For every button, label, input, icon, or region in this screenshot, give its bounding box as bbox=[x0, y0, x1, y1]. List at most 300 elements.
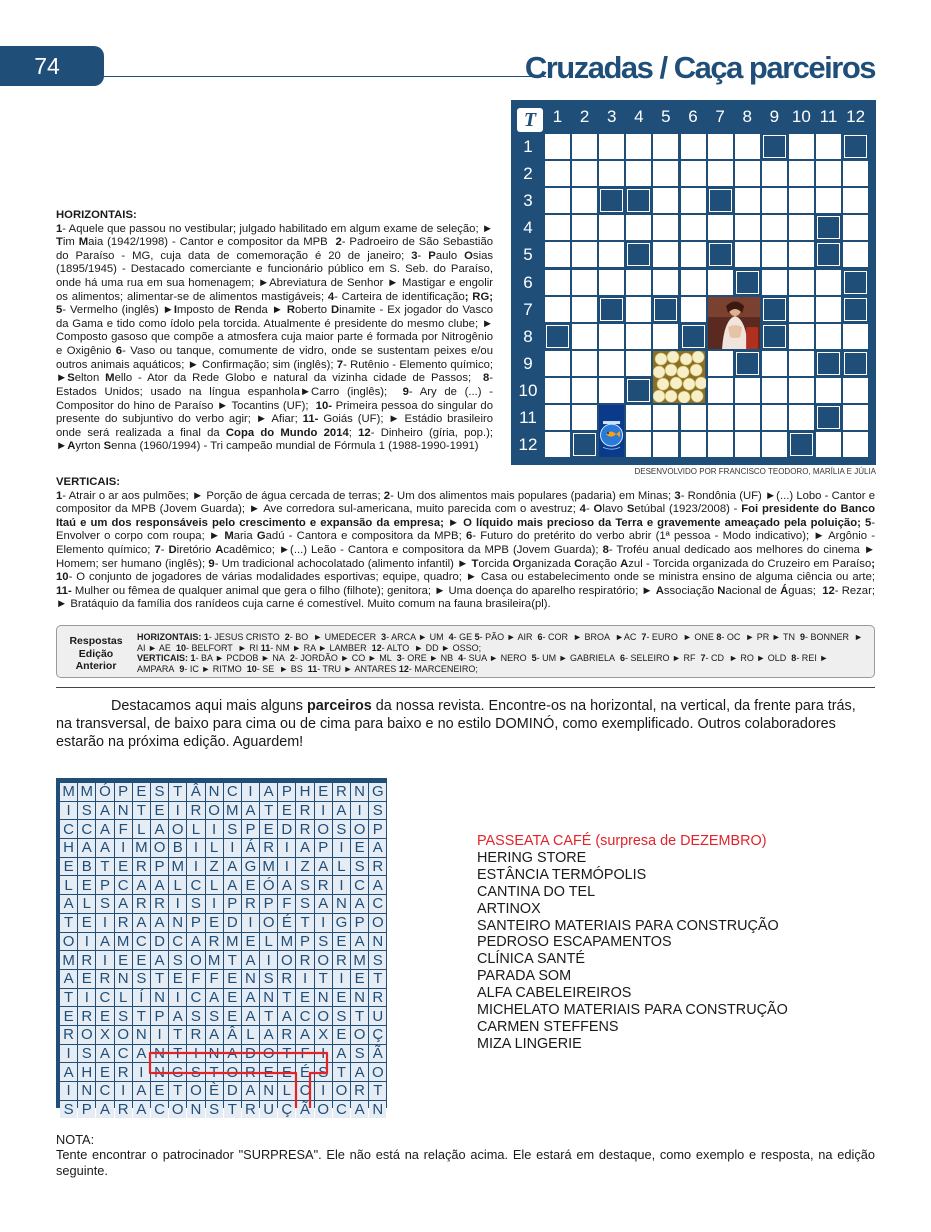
word-search-letter[interactable]: A bbox=[369, 876, 386, 894]
crossword-cell[interactable] bbox=[572, 161, 597, 186]
word-search-letter[interactable]: T bbox=[315, 970, 332, 988]
word-search-letter[interactable]: L bbox=[133, 820, 150, 838]
word-search-letter[interactable]: S bbox=[315, 1063, 332, 1081]
crossword-cell[interactable] bbox=[545, 405, 570, 430]
word-search-letter[interactable]: A bbox=[96, 802, 113, 820]
word-search-letter[interactable]: E bbox=[96, 1063, 113, 1081]
word-search-letter[interactable]: M bbox=[133, 839, 150, 857]
word-search-letter[interactable]: E bbox=[78, 876, 95, 894]
word-search-letter[interactable]: S bbox=[315, 933, 332, 951]
word-search-letter[interactable]: X bbox=[315, 1026, 332, 1044]
word-search-letter[interactable]: Í bbox=[133, 989, 150, 1007]
word-search-letter[interactable]: A bbox=[333, 1045, 350, 1063]
word-search-letter[interactable]: A bbox=[133, 1101, 150, 1118]
word-search-letter[interactable]: I bbox=[351, 802, 368, 820]
word-search-letter[interactable]: L bbox=[187, 820, 204, 838]
word-search-letter[interactable]: C bbox=[115, 876, 132, 894]
crossword-cell[interactable] bbox=[572, 215, 597, 240]
word-search-letter[interactable]: D bbox=[224, 914, 241, 932]
crossword-cell[interactable] bbox=[816, 161, 841, 186]
word-search-letter[interactable]: E bbox=[315, 783, 332, 801]
word-search-letter[interactable]: F bbox=[187, 970, 204, 988]
word-search-letter[interactable]: T bbox=[224, 951, 241, 969]
word-search-letter[interactable]: T bbox=[169, 783, 186, 801]
word-search-letter[interactable]: I bbox=[296, 970, 313, 988]
word-search-letter[interactable]: T bbox=[169, 1026, 186, 1044]
crossword-cell[interactable] bbox=[545, 188, 570, 213]
word-search-letter[interactable]: E bbox=[278, 1063, 295, 1081]
word-search-letter[interactable]: Ç bbox=[278, 1101, 295, 1118]
word-search-letter[interactable]: N bbox=[115, 970, 132, 988]
word-search-letter[interactable]: E bbox=[151, 802, 168, 820]
word-search-letter[interactable]: A bbox=[242, 1007, 259, 1025]
word-search-letter[interactable]: A bbox=[96, 820, 113, 838]
word-search-letter[interactable]: I bbox=[169, 989, 186, 1007]
word-search-letter[interactable]: T bbox=[60, 989, 77, 1007]
word-search-letter[interactable]: I bbox=[315, 802, 332, 820]
word-search-letter[interactable]: Ó bbox=[260, 876, 277, 894]
word-search-letter[interactable]: C bbox=[296, 1082, 313, 1100]
word-search-letter[interactable]: A bbox=[151, 951, 168, 969]
word-search-letter[interactable]: M bbox=[224, 802, 241, 820]
word-search-letter[interactable]: R bbox=[60, 1026, 77, 1044]
word-search-letter[interactable]: E bbox=[260, 820, 277, 838]
crossword-cell[interactable] bbox=[735, 215, 760, 240]
crossword-cell[interactable] bbox=[816, 324, 841, 349]
crossword-cell[interactable] bbox=[653, 405, 678, 430]
word-search-letter[interactable]: D bbox=[278, 820, 295, 838]
word-search-letter[interactable]: M bbox=[60, 951, 77, 969]
word-search-letter[interactable]: I bbox=[169, 802, 186, 820]
word-search-letter[interactable]: M bbox=[206, 951, 223, 969]
word-search-letter[interactable]: A bbox=[96, 1101, 113, 1118]
word-search-letter[interactable]: S bbox=[206, 1007, 223, 1025]
crossword-cell[interactable] bbox=[626, 161, 651, 186]
crossword-cell[interactable] bbox=[762, 161, 787, 186]
word-search-letter[interactable]: L bbox=[278, 1082, 295, 1100]
word-search-letter[interactable]: B bbox=[78, 858, 95, 876]
word-search-letter[interactable]: P bbox=[315, 839, 332, 857]
word-search-letter[interactable]: P bbox=[96, 876, 113, 894]
word-search-letter[interactable]: R bbox=[115, 1063, 132, 1081]
word-search-letter[interactable]: N bbox=[187, 1101, 204, 1118]
word-search-letter[interactable]: I bbox=[115, 1082, 132, 1100]
crossword-cell[interactable] bbox=[735, 432, 760, 457]
word-search-letter[interactable]: T bbox=[169, 1045, 186, 1063]
word-search-letter[interactable]: G bbox=[242, 858, 259, 876]
crossword-cell[interactable] bbox=[816, 134, 841, 159]
crossword-cell[interactable] bbox=[843, 242, 868, 267]
word-search-letter[interactable]: A bbox=[60, 895, 77, 913]
word-search-letter[interactable]: S bbox=[96, 895, 113, 913]
word-search-letter[interactable]: U bbox=[260, 1101, 277, 1118]
word-search-letter[interactable]: P bbox=[278, 783, 295, 801]
word-search-letter[interactable]: S bbox=[187, 1007, 204, 1025]
word-search-letter[interactable]: O bbox=[151, 839, 168, 857]
word-search-letter[interactable]: È bbox=[206, 1082, 223, 1100]
word-search-letter[interactable]: I bbox=[315, 1082, 332, 1100]
crossword-cell[interactable] bbox=[545, 134, 570, 159]
crossword-cell[interactable] bbox=[681, 242, 706, 267]
word-search-letter[interactable]: R bbox=[242, 1101, 259, 1118]
word-search-letter[interactable]: S bbox=[260, 970, 277, 988]
crossword-cell[interactable] bbox=[545, 432, 570, 457]
crossword-cell[interactable] bbox=[599, 270, 624, 295]
crossword-cell[interactable] bbox=[653, 432, 678, 457]
crossword-cell[interactable] bbox=[626, 324, 651, 349]
word-search-letter[interactable]: L bbox=[169, 876, 186, 894]
word-search-letter[interactable]: S bbox=[78, 1045, 95, 1063]
word-search-letter[interactable]: I bbox=[115, 839, 132, 857]
word-search-letter[interactable]: Â bbox=[187, 783, 204, 801]
word-search-letter[interactable]: R bbox=[78, 1007, 95, 1025]
word-search-letter[interactable]: L bbox=[60, 876, 77, 894]
crossword-cell[interactable] bbox=[735, 242, 760, 267]
word-search-letter[interactable]: Ã bbox=[296, 1101, 313, 1118]
word-search-letter[interactable]: R bbox=[296, 820, 313, 838]
word-search-letter[interactable]: E bbox=[169, 970, 186, 988]
word-search-letter[interactable]: E bbox=[351, 970, 368, 988]
word-search-letter[interactable]: I bbox=[333, 970, 350, 988]
crossword-cell[interactable] bbox=[843, 215, 868, 240]
crossword-cell[interactable] bbox=[653, 161, 678, 186]
word-search-letter[interactable]: G bbox=[369, 783, 386, 801]
word-search-letter[interactable]: X bbox=[96, 1026, 113, 1044]
word-search-letter[interactable]: S bbox=[187, 895, 204, 913]
word-search-letter[interactable]: C bbox=[187, 989, 204, 1007]
word-search-letter[interactable]: E bbox=[115, 858, 132, 876]
word-search-letter[interactable]: I bbox=[96, 951, 113, 969]
crossword-cell[interactable] bbox=[572, 378, 597, 403]
word-search-letter[interactable]: I bbox=[278, 839, 295, 857]
word-search-letter[interactable]: N bbox=[351, 989, 368, 1007]
word-search-letter[interactable]: T bbox=[151, 970, 168, 988]
crossword-cell[interactable] bbox=[545, 215, 570, 240]
word-search-letter[interactable]: H bbox=[60, 839, 77, 857]
word-search-letter[interactable]: P bbox=[78, 1101, 95, 1118]
word-search-letter[interactable]: E bbox=[278, 802, 295, 820]
crossword-cell[interactable] bbox=[789, 378, 814, 403]
word-search-letter[interactable]: E bbox=[115, 951, 132, 969]
word-search-letter[interactable]: R bbox=[315, 876, 332, 894]
crossword-cell[interactable] bbox=[789, 351, 814, 376]
word-search-letter[interactable]: I bbox=[278, 858, 295, 876]
crossword-cell[interactable] bbox=[843, 324, 868, 349]
word-search-letter[interactable]: O bbox=[224, 1063, 241, 1081]
crossword-cell[interactable] bbox=[572, 270, 597, 295]
crossword-cell[interactable] bbox=[545, 351, 570, 376]
crossword-cell[interactable] bbox=[572, 297, 597, 322]
crossword-cell[interactable] bbox=[599, 161, 624, 186]
word-search-letter[interactable]: N bbox=[151, 1045, 168, 1063]
word-search-letter[interactable]: S bbox=[169, 951, 186, 969]
word-search-letter[interactable]: R bbox=[260, 839, 277, 857]
word-search-letter[interactable]: S bbox=[296, 895, 313, 913]
crossword-cell[interactable] bbox=[681, 297, 706, 322]
word-search-letter[interactable]: A bbox=[278, 1007, 295, 1025]
word-search-letter[interactable]: A bbox=[115, 895, 132, 913]
crossword-cell[interactable] bbox=[816, 188, 841, 213]
crossword-cell[interactable] bbox=[599, 242, 624, 267]
word-search-letter[interactable]: N bbox=[260, 1082, 277, 1100]
word-search-letter[interactable]: E bbox=[96, 1007, 113, 1025]
word-search-letter[interactable]: A bbox=[78, 839, 95, 857]
crossword-cell[interactable] bbox=[789, 297, 814, 322]
crossword-cell[interactable] bbox=[681, 405, 706, 430]
word-search-letter[interactable]: R bbox=[351, 1082, 368, 1100]
crossword-cell[interactable] bbox=[708, 432, 733, 457]
word-search-letter[interactable]: C bbox=[133, 933, 150, 951]
word-search-letter[interactable]: S bbox=[296, 876, 313, 894]
word-search-letter[interactable]: E bbox=[333, 933, 350, 951]
word-search-letter[interactable]: E bbox=[60, 858, 77, 876]
word-search-letter[interactable]: E bbox=[60, 1007, 77, 1025]
word-search-letter[interactable]: R bbox=[369, 989, 386, 1007]
word-search-letter[interactable]: M bbox=[115, 933, 132, 951]
word-search-letter[interactable]: R bbox=[296, 951, 313, 969]
word-search-letter[interactable]: S bbox=[369, 951, 386, 969]
word-search-letter[interactable]: C bbox=[296, 1007, 313, 1025]
word-search-letter[interactable]: N bbox=[315, 989, 332, 1007]
word-search-letter[interactable]: E bbox=[151, 1082, 168, 1100]
crossword-cell[interactable] bbox=[626, 351, 651, 376]
word-search-letter[interactable]: N bbox=[206, 783, 223, 801]
word-search-letter[interactable]: R bbox=[333, 951, 350, 969]
word-search-letter[interactable]: O bbox=[315, 1007, 332, 1025]
crossword-cell[interactable] bbox=[681, 432, 706, 457]
word-search-letter[interactable]: E bbox=[206, 914, 223, 932]
word-search-letter[interactable]: I bbox=[78, 989, 95, 1007]
word-search-letter[interactable]: Ó bbox=[96, 783, 113, 801]
word-search-letter[interactable]: N bbox=[115, 802, 132, 820]
word-search-letter[interactable]: R bbox=[278, 970, 295, 988]
word-search-letter[interactable]: R bbox=[187, 802, 204, 820]
word-search-letter[interactable]: D bbox=[224, 1082, 241, 1100]
word-search-letter[interactable]: É bbox=[278, 914, 295, 932]
word-search-letter[interactable]: A bbox=[133, 914, 150, 932]
word-search-letter[interactable]: C bbox=[187, 876, 204, 894]
word-search-letter[interactable]: R bbox=[96, 970, 113, 988]
word-search-letter[interactable]: R bbox=[242, 895, 259, 913]
word-search-letter[interactable]: M bbox=[260, 858, 277, 876]
crossword-cell[interactable] bbox=[708, 405, 733, 430]
crossword-cell[interactable] bbox=[572, 188, 597, 213]
word-search-letter[interactable]: Ç bbox=[369, 1026, 386, 1044]
word-search-letter[interactable]: P bbox=[242, 820, 259, 838]
word-search-letter[interactable]: A bbox=[351, 1101, 368, 1118]
word-search-letter[interactable]: M bbox=[169, 858, 186, 876]
crossword-cell[interactable] bbox=[572, 405, 597, 430]
crossword-cell[interactable] bbox=[816, 378, 841, 403]
word-search-letter[interactable]: S bbox=[351, 858, 368, 876]
word-search-letter[interactable]: L bbox=[206, 839, 223, 857]
crossword-cell[interactable] bbox=[681, 188, 706, 213]
word-search-letter[interactable]: O bbox=[315, 1101, 332, 1118]
crossword-cell[interactable] bbox=[708, 378, 733, 403]
word-search-letter[interactable]: I bbox=[206, 820, 223, 838]
word-search-letter[interactable]: S bbox=[333, 820, 350, 838]
word-search-letter[interactable]: N bbox=[351, 783, 368, 801]
word-search-letter[interactable]: A bbox=[96, 933, 113, 951]
crossword-cell[interactable] bbox=[599, 215, 624, 240]
word-search-letter[interactable]: A bbox=[60, 970, 77, 988]
crossword-cell[interactable] bbox=[626, 215, 651, 240]
word-search-letter[interactable]: A bbox=[133, 1082, 150, 1100]
word-search-letter[interactable]: O bbox=[369, 1063, 386, 1081]
crossword-cell[interactable] bbox=[789, 188, 814, 213]
word-search-letter[interactable]: O bbox=[260, 1045, 277, 1063]
word-search-letter[interactable]: R bbox=[133, 895, 150, 913]
crossword-cell[interactable] bbox=[762, 351, 787, 376]
word-search-letter[interactable]: B bbox=[169, 839, 186, 857]
crossword-cell[interactable] bbox=[626, 405, 651, 430]
word-search-letter[interactable]: A bbox=[151, 820, 168, 838]
word-search-letter[interactable]: O bbox=[351, 820, 368, 838]
word-search-letter[interactable]: U bbox=[369, 1007, 386, 1025]
word-search-letter[interactable]: C bbox=[96, 1082, 113, 1100]
word-search-letter[interactable]: T bbox=[260, 1007, 277, 1025]
word-search-letter[interactable]: L bbox=[242, 1026, 259, 1044]
crossword-cell[interactable] bbox=[572, 351, 597, 376]
crossword-cell[interactable] bbox=[653, 324, 678, 349]
crossword-cell[interactable] bbox=[762, 270, 787, 295]
word-search-letter[interactable]: A bbox=[187, 933, 204, 951]
crossword-cell[interactable] bbox=[653, 215, 678, 240]
word-search-letter[interactable]: E bbox=[351, 839, 368, 857]
crossword-cell[interactable] bbox=[789, 215, 814, 240]
word-search-letter[interactable]: A bbox=[224, 876, 241, 894]
word-search-letter[interactable]: R bbox=[133, 858, 150, 876]
word-search-letter[interactable]: F bbox=[296, 1045, 313, 1063]
crossword-cell[interactable] bbox=[599, 134, 624, 159]
crossword-cell[interactable] bbox=[789, 270, 814, 295]
crossword-cell[interactable] bbox=[843, 405, 868, 430]
word-search-letter[interactable]: A bbox=[133, 1045, 150, 1063]
word-search-letter[interactable]: R bbox=[187, 1026, 204, 1044]
word-search-letter[interactable]: A bbox=[333, 802, 350, 820]
word-search-letter[interactable]: M bbox=[224, 933, 241, 951]
word-search-letter[interactable]: A bbox=[151, 914, 168, 932]
word-search-letter[interactable]: A bbox=[242, 989, 259, 1007]
word-search-letter[interactable]: A bbox=[96, 839, 113, 857]
word-search-letter[interactable]: C bbox=[78, 820, 95, 838]
word-search-letter[interactable]: E bbox=[242, 933, 259, 951]
word-search-letter[interactable]: F bbox=[206, 970, 223, 988]
word-search-letter[interactable]: I bbox=[151, 1026, 168, 1044]
word-search-letter[interactable]: N bbox=[206, 1045, 223, 1063]
word-search-letter[interactable]: A bbox=[369, 839, 386, 857]
word-search-letter[interactable]: A bbox=[224, 858, 241, 876]
word-search-letter[interactable]: I bbox=[315, 1045, 332, 1063]
word-search-letter[interactable]: S bbox=[187, 1063, 204, 1081]
crossword-cell[interactable] bbox=[545, 242, 570, 267]
word-search-letter[interactable]: P bbox=[351, 914, 368, 932]
word-search-letter[interactable]: N bbox=[369, 933, 386, 951]
crossword-cell[interactable] bbox=[735, 378, 760, 403]
crossword-cell[interactable] bbox=[762, 215, 787, 240]
word-search-letter[interactable]: A bbox=[169, 1007, 186, 1025]
word-search-letter[interactable]: I bbox=[315, 914, 332, 932]
word-search-letter[interactable]: E bbox=[260, 1063, 277, 1081]
word-search-letter[interactable]: A bbox=[315, 858, 332, 876]
crossword-cell[interactable] bbox=[735, 405, 760, 430]
word-search-letter[interactable]: O bbox=[115, 1026, 132, 1044]
word-search-letter[interactable]: P bbox=[260, 895, 277, 913]
crossword-cell[interactable] bbox=[843, 188, 868, 213]
word-search-letter[interactable]: P bbox=[187, 914, 204, 932]
word-search-letter[interactable]: Ã bbox=[369, 1045, 386, 1063]
word-search-letter[interactable]: R bbox=[333, 783, 350, 801]
word-search-letter[interactable]: E bbox=[333, 1026, 350, 1044]
word-search-letter[interactable]: T bbox=[278, 989, 295, 1007]
word-search-letter[interactable]: C bbox=[60, 820, 77, 838]
word-search-letter[interactable]: L bbox=[260, 933, 277, 951]
word-search-letter[interactable]: E bbox=[78, 914, 95, 932]
crossword-cell[interactable] bbox=[572, 324, 597, 349]
word-search-letter[interactable]: E bbox=[133, 783, 150, 801]
crossword-cell[interactable] bbox=[762, 242, 787, 267]
word-search-letter[interactable]: R bbox=[206, 933, 223, 951]
word-search-letter[interactable]: A bbox=[96, 1045, 113, 1063]
word-search-letter[interactable]: M bbox=[60, 783, 77, 801]
word-search-letter[interactable]: C bbox=[115, 1045, 132, 1063]
crossword-cell[interactable] bbox=[843, 432, 868, 457]
word-search-letter[interactable]: Á bbox=[242, 839, 259, 857]
word-search-letter[interactable]: I bbox=[187, 1045, 204, 1063]
word-search-letter[interactable]: A bbox=[242, 802, 259, 820]
word-search-letter[interactable]: N bbox=[169, 914, 186, 932]
crossword-cell[interactable] bbox=[681, 215, 706, 240]
word-search-letter[interactable]: S bbox=[224, 820, 241, 838]
crossword-cell[interactable] bbox=[735, 134, 760, 159]
word-search-letter[interactable]: M bbox=[278, 933, 295, 951]
word-search-letter[interactable]: R bbox=[369, 858, 386, 876]
word-search-letter[interactable]: N bbox=[333, 895, 350, 913]
word-search-letter[interactable]: O bbox=[187, 951, 204, 969]
word-search-letter[interactable]: H bbox=[78, 1063, 95, 1081]
crossword-cell[interactable] bbox=[653, 188, 678, 213]
word-search-letter[interactable]: A bbox=[206, 989, 223, 1007]
word-search-letter[interactable]: N bbox=[78, 1082, 95, 1100]
word-search-letter[interactable]: A bbox=[60, 1063, 77, 1081]
crossword-cell[interactable] bbox=[545, 270, 570, 295]
word-search-letter[interactable]: R bbox=[151, 895, 168, 913]
crossword-cell[interactable] bbox=[626, 134, 651, 159]
word-search-letter[interactable]: O bbox=[169, 820, 186, 838]
word-search-letter[interactable]: O bbox=[169, 1101, 186, 1118]
word-search-letter[interactable]: S bbox=[206, 1101, 223, 1118]
crossword-cell[interactable] bbox=[599, 378, 624, 403]
crossword-cell[interactable] bbox=[708, 351, 733, 376]
word-search-letter[interactable]: I bbox=[260, 951, 277, 969]
word-search-letter[interactable]: G bbox=[333, 914, 350, 932]
word-search-letter[interactable]: L bbox=[333, 858, 350, 876]
word-search-letter[interactable]: A bbox=[206, 1026, 223, 1044]
word-search-letter[interactable]: C bbox=[151, 1101, 168, 1118]
word-search-letter[interactable]: S bbox=[351, 1045, 368, 1063]
word-search-letter[interactable]: I bbox=[187, 858, 204, 876]
word-search-letter[interactable]: I bbox=[78, 933, 95, 951]
word-search-letter[interactable]: E bbox=[224, 1007, 241, 1025]
word-search-letter[interactable]: T bbox=[206, 1063, 223, 1081]
word-search-letter[interactable]: A bbox=[242, 951, 259, 969]
word-search-letter[interactable]: I bbox=[224, 839, 241, 857]
word-search-letter[interactable]: C bbox=[224, 783, 241, 801]
crossword-cell[interactable] bbox=[599, 351, 624, 376]
word-search-letter[interactable]: E bbox=[224, 970, 241, 988]
crossword-cell[interactable] bbox=[545, 297, 570, 322]
word-search-letter[interactable]: C bbox=[351, 876, 368, 894]
